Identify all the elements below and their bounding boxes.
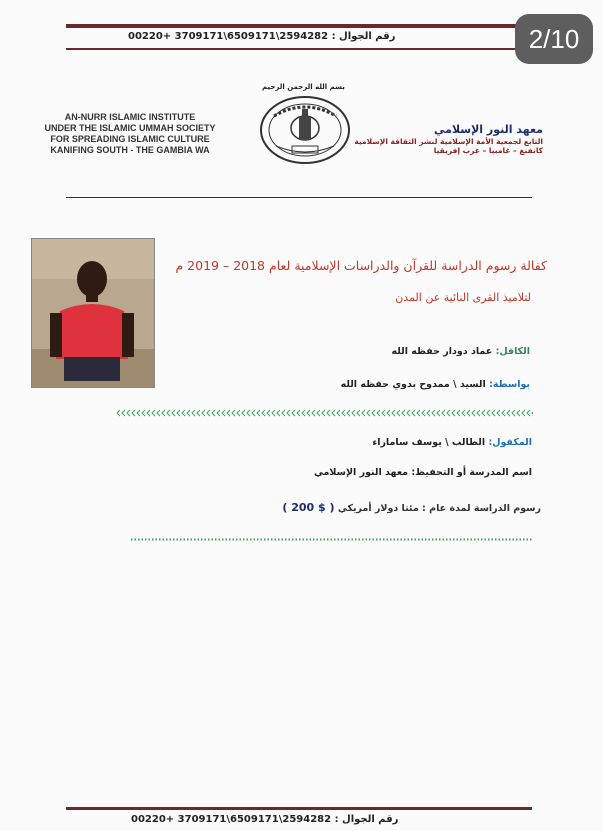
sponsor-row [391,346,530,357]
decorative-dotted-divider [131,538,533,541]
english-header-line: KANIFING SOUTH - THE GAMBIA WA [50,145,210,155]
institute-location-arabic: كانفنغ – غامبيا – غرب إفريقيا [433,146,543,155]
sponsored-label: المكفول: [488,437,532,448]
footer-phone-label: رقم الجوال : [334,814,399,825]
student-photo [31,238,155,388]
header-phone-numbers: 00220+ 3709171\6509171\2594282 [128,31,329,42]
english-header-line: FOR SPREADING ISLAMIC CULTURE [50,134,210,144]
arabic-header [354,123,543,155]
header-separator [66,197,532,198]
fee-row [282,501,541,514]
english-header [14,112,246,156]
fee-text: رسوم الدراسة لمدة عام : مئتا دولار أمريكي [337,503,541,514]
sponsorship-title: كفالة رسوم الدراسة للقرآن والدراسات الإسلامية لعام 2018 – 2019 م [175,258,547,273]
sponsored-value: الطالب \ يوسف ساماراء [372,437,486,448]
sponsorship-subtitle: لتلاميذ القرى النائية عن المدن [395,291,531,304]
sponsor-value: عماد دودار حفظه الله [391,346,493,357]
header-phone [128,31,395,42]
sponsored-row [372,437,532,448]
english-header-line: UNDER THE ISLAMIC UMMAH SOCIETY [44,123,216,133]
institute-affiliation-arabic: التابع لجمعية الأمة الإسلامية لنشر الثقافة الإسلامية [354,137,543,146]
school-row [314,467,532,478]
basmala: بسم الله الرحمن الرحيم [262,83,345,91]
via-label: بواسطة: [489,379,530,390]
institute-name-arabic: معهد النور الإسلامي [434,123,543,136]
via-value: السيد \ ممدوح بدوي حفظه الله [340,379,486,390]
header-second-rule [66,48,532,50]
sponsor-label: الكافل: [495,346,530,357]
header-phone-label: رقم الجوال : [331,31,396,42]
english-header-line: AN-NURR ISLAMIC INSTITUTE [64,112,196,122]
school-label: اسم المدرسة أو التحفيظ: [411,467,532,478]
fee-amount: ( 200 $ ) [282,501,335,514]
footer-rule [66,807,532,810]
decorative-chevron-divider [116,409,533,417]
page-counter-badge: 2/10 [515,14,593,64]
institute-seal-logo [256,94,354,166]
footer-phone [131,814,398,825]
header-top-rule [66,24,532,28]
school-value: معهد النور الإسلامي [313,467,409,478]
footer-phone-numbers: 00220+ 3709171\6509171\2594282 [131,814,332,825]
via-row [341,379,530,390]
